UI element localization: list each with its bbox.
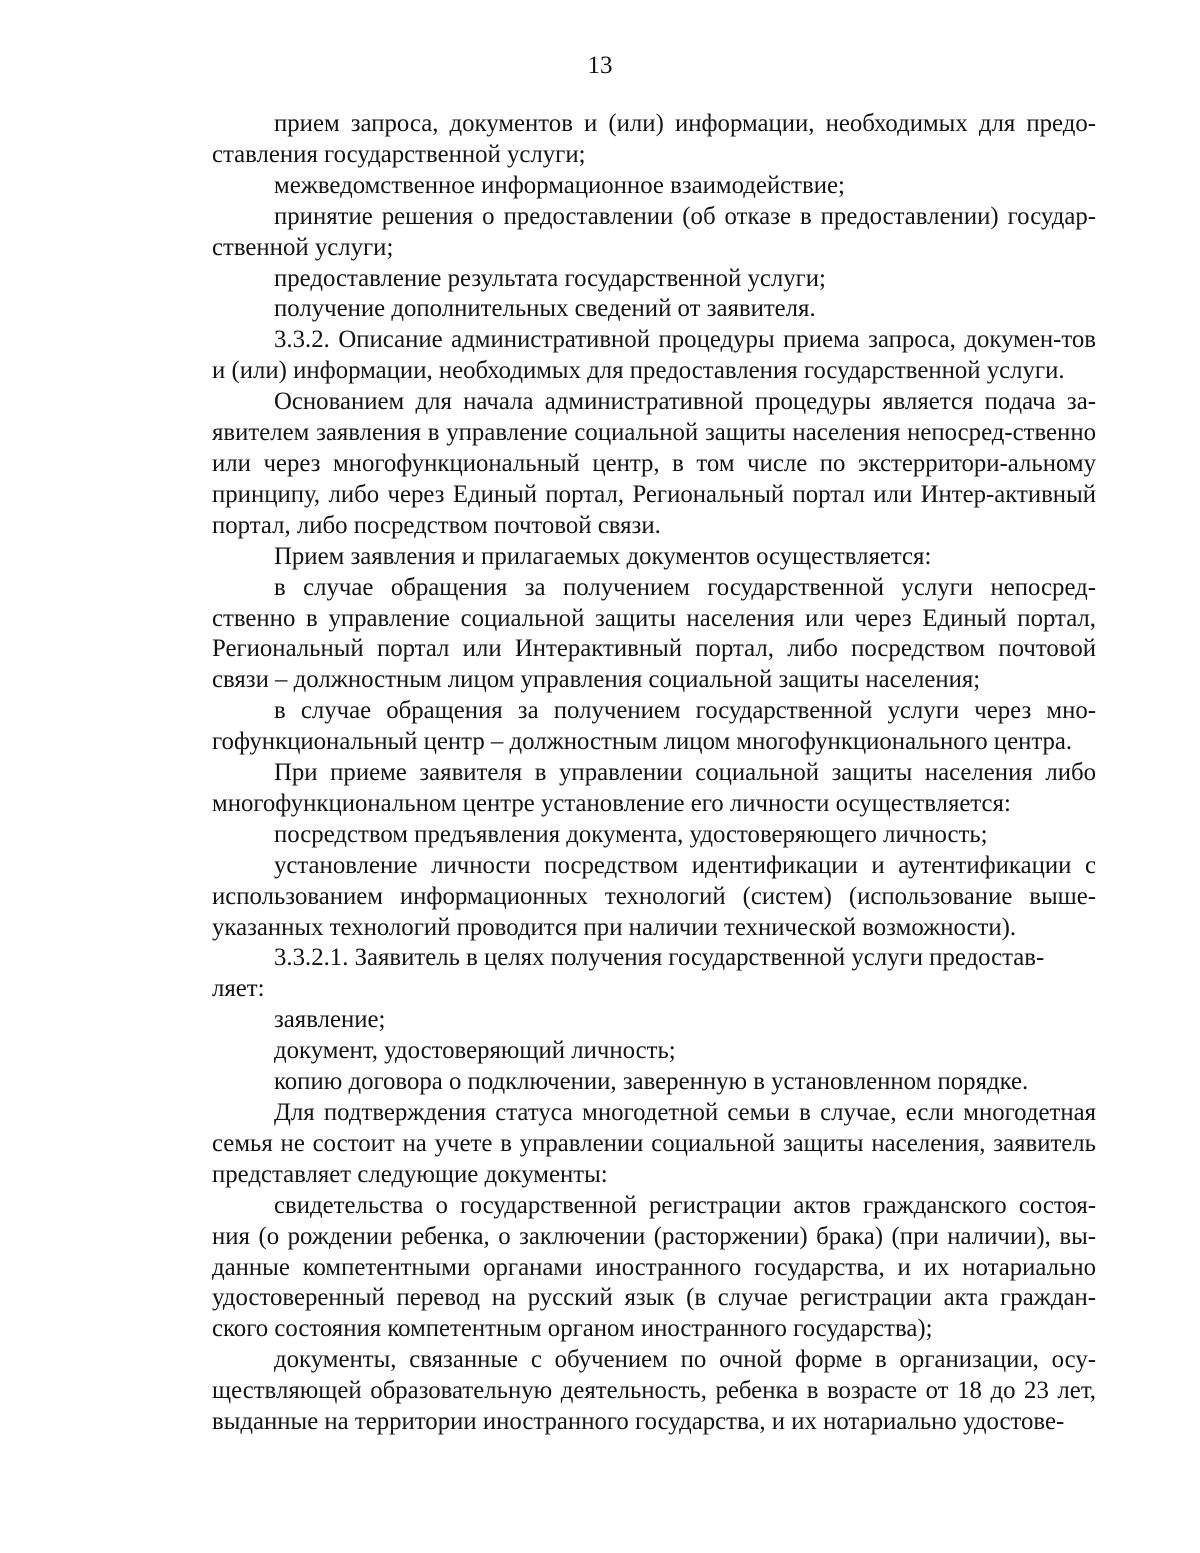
paragraph-identity-document: посредством предъявления документа, удостоверяющего личность; (274, 820, 988, 848)
paragraph-civil-status-certificates: свидетельства о государственной регистрации актов гражданского состоя-ния (о рождении ребенка, о заключении (расторжении) брака) (при наличии), вы-данные компетентными органами иностранного государства, и их нотариально удостоверенный перевод на русский язык (в случае регистрации акта граждан-ского состояния компетентным органом иностранного государства); (212, 1191, 1096, 1343)
paragraph-doc-identity: документ, удостоверяющий личность; (274, 1037, 676, 1065)
page-number: 13 (587, 52, 613, 79)
paragraph-section-3-3-2-1: 3.3.2.1. Заявитель в целях получения государственной услуги предостав-ляет: (212, 944, 1045, 1003)
paragraph-doc-contract: копию договора о подключении, заверенную в установленном порядке. (274, 1068, 1029, 1096)
paragraph-stage-decision: принятие решения о предоставлении (об отказе в предоставлении) государ-ственной услуги; (212, 202, 1096, 261)
paragraph-reception-mfc: в случае обращения за получением государственной услуги через мно-гофункциональный центр – должностным лицом многофункционального центра. (212, 697, 1096, 756)
paragraph-identity-intro: При приеме заявителя в управлении социальной защиты населения либо многофункциональном центре установление его личности осуществляется: (212, 759, 1096, 817)
paragraph-education-documents: документы, связанные с обучением по очной форме в организации, осу-ществляющей образовательную деятельность, ребенка в возрасте от 18 до 23 лет, выданные на территории иностранного государства, и их нотариально удостове- (212, 1346, 1096, 1436)
paragraph-stage-result: предоставление результата государственной услуги; (274, 264, 826, 292)
paragraph-identity-it: установление личности посредством идентификации и аутентификации с использованием информационных технологий (систем) (использование выше-указанных технологий проводится при наличии технической возможности). (212, 851, 1096, 941)
document-body (212, 109, 1096, 1438)
paragraph-stage-additional-info: получение дополнительных сведений от заявителя. (274, 295, 816, 323)
paragraph-large-family-intro: Для подтверждения статуса многодетной семьи в случае, если многодетная семья не состоит на учете в управлении социальной защиты населения, заявитель представляет следующие документы: (212, 1099, 1096, 1188)
paragraph-reception-direct: в случае обращения за получением государственной услуги непосред-ственно в управление социальной защиты населения или через Единый портал, Региональный портал или Интерактивный портал, либо посредством почтовой связи – должностным лицом управления социальной защиты населения; (212, 573, 1096, 694)
paragraph-doc-application: заявление; (274, 1006, 386, 1034)
paragraph-grounds: Основанием для начала административной процедуры является подача за-явителем заявления в управление социальной защиты населения непосред-ственно или через многофункциональный центр, в том числе по экстерритори-альному принципу, либо через Единый портал, Региональный портал или Интер-активный портал, либо посредством почтовой связи. (212, 388, 1096, 539)
paragraph-section-3-3-2: 3.3.2. Описание административной процедуры приема запроса, докумен-тов и (или) информации, необходимых для предоставления государственной услуги. (212, 326, 1096, 385)
paragraph-reception-intro: Прием заявления и прилагаемых документов осуществляется: (274, 542, 932, 570)
paragraph-stage-interagency: межведомственное информационное взаимодействие; (274, 171, 845, 199)
paragraph-stage-reception: прием запроса, документов и (или) информации, необходимых для предо-ставления государственной услуги; (212, 110, 1096, 168)
